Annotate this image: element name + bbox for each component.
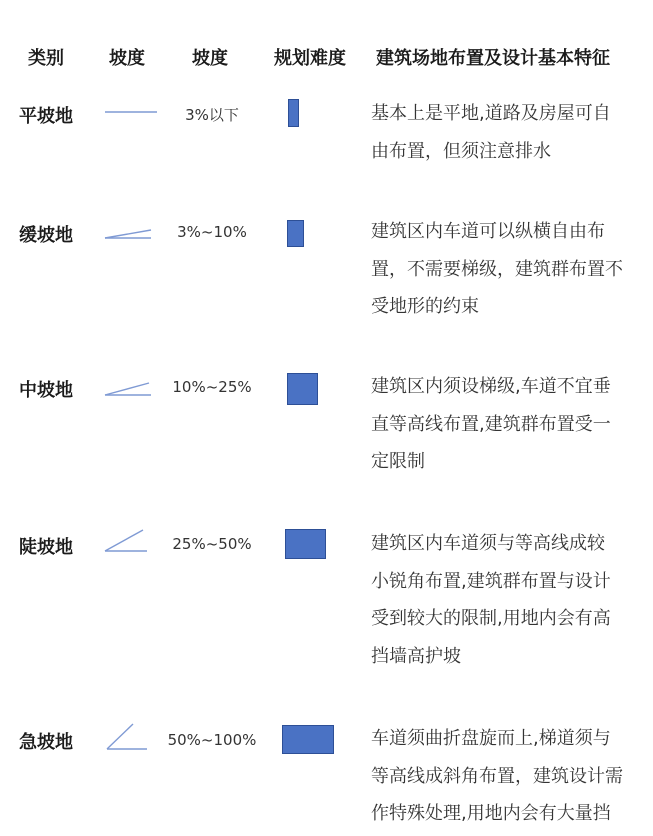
header-features: 建筑场地布置及设计基本特征 bbox=[376, 48, 610, 69]
row-features bbox=[371, 213, 649, 326]
feature-line: 小锐角布置,建筑群布置与设计 bbox=[371, 570, 611, 592]
row-category: 陡坡地 bbox=[19, 537, 73, 558]
slope-line-icon bbox=[101, 373, 161, 403]
row-features bbox=[371, 95, 649, 170]
row-category: 中坡地 bbox=[19, 380, 73, 401]
row-slope: 3%以下 bbox=[185, 106, 239, 124]
row-features bbox=[371, 720, 649, 833]
feature-line: 建筑区内车道可以纵横自由布 bbox=[371, 221, 605, 242]
row-features bbox=[371, 368, 649, 481]
difficulty-bar bbox=[287, 373, 318, 405]
feature-line: 直等高线布置,建筑群布置受一 bbox=[371, 413, 611, 435]
row-category: 急坡地 bbox=[19, 732, 73, 753]
feature-line: 定限制 bbox=[371, 451, 425, 472]
row-slope: 50%~100% bbox=[167, 731, 257, 749]
row-slope: 10%~25% bbox=[172, 378, 252, 396]
feature-line: 基本上是平地,道路及房屋可自 bbox=[371, 103, 611, 124]
header-difficulty: 规划难度 bbox=[274, 48, 346, 69]
row-features bbox=[371, 525, 649, 675]
difficulty-bar bbox=[285, 529, 326, 559]
feature-line: 作特殊处理,用地内会有大量挡 bbox=[371, 803, 611, 824]
difficulty-bar bbox=[288, 99, 299, 127]
feature-line: 建筑区内车道须与等高线成较 bbox=[371, 533, 605, 554]
slope-line-icon bbox=[101, 722, 161, 752]
header-slope-line: 坡度 bbox=[109, 48, 145, 69]
slope-line-icon bbox=[101, 218, 161, 248]
slope-line-icon bbox=[101, 97, 161, 127]
feature-line: 由布置，但须注意排水 bbox=[371, 140, 551, 162]
feature-line: 受到较大的限制,用地内会有高 bbox=[371, 608, 611, 629]
feature-line: 挡墙高护坡 bbox=[371, 645, 461, 667]
feature-line: 车道须曲折盘旋而上,梯道须与 bbox=[371, 728, 611, 749]
row-slope: 3%~10% bbox=[177, 223, 247, 241]
feature-line: 等高线成斜角布置，建筑设计需 bbox=[371, 765, 623, 787]
row-category: 缓坡地 bbox=[19, 225, 73, 246]
feature-line: 受地形的约束 bbox=[371, 296, 479, 317]
header-category: 类别 bbox=[28, 48, 64, 69]
row-slope: 25%~50% bbox=[172, 535, 252, 553]
slope-line-icon bbox=[101, 527, 161, 557]
header-slope-value: 坡度 bbox=[192, 48, 228, 69]
difficulty-bar bbox=[282, 725, 334, 754]
feature-line: 置，不需要梯级，建筑群布置不 bbox=[371, 258, 623, 280]
row-category: 平坡地 bbox=[19, 106, 73, 127]
difficulty-bar bbox=[287, 220, 304, 247]
feature-line: 建筑区内须设梯级,车道不宜垂 bbox=[371, 376, 611, 397]
